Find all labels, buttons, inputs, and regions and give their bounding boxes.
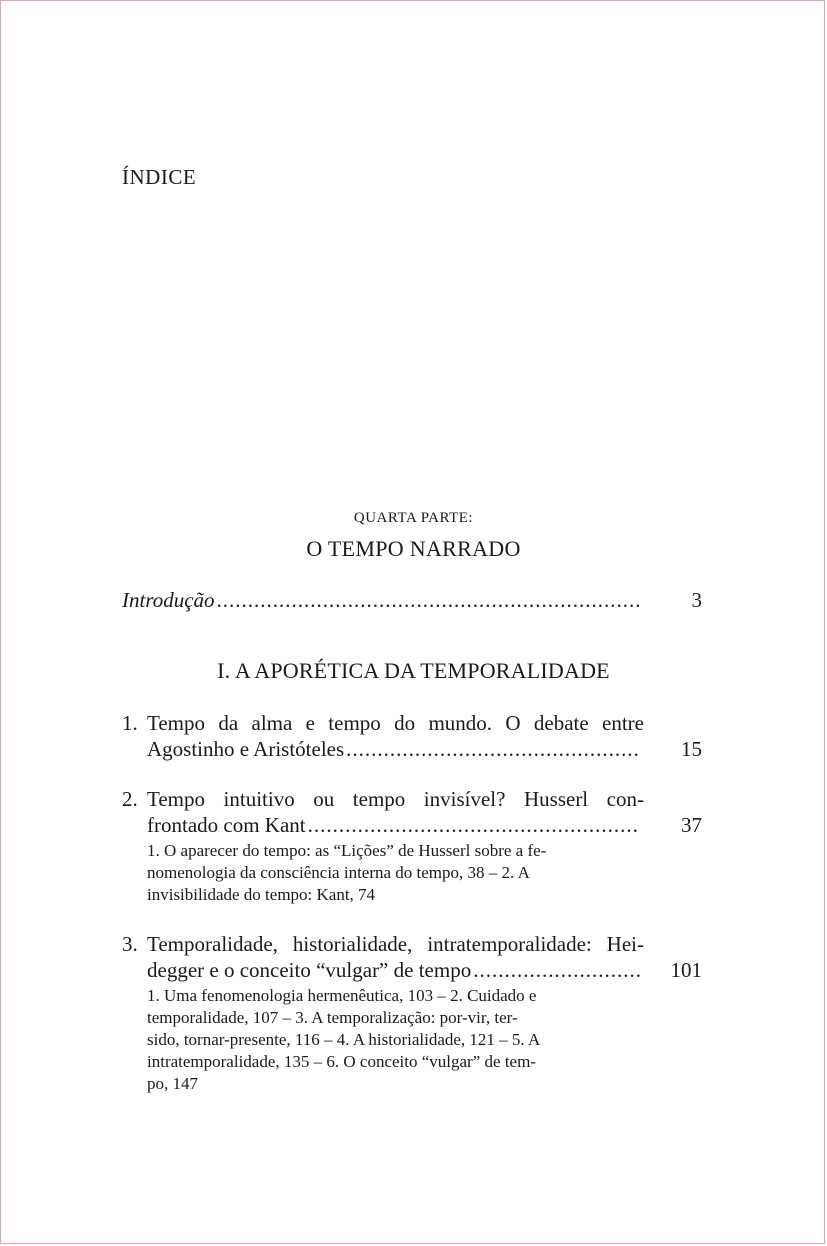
- dot-leader: [308, 812, 640, 838]
- entry-title-line-2: degger e o conceito “vulgar” de tempo: [147, 958, 472, 982]
- subsection-line: invisibilidade do tempo: Kant, 74: [147, 885, 376, 904]
- subsection-line: 1. O aparecer do tempo: as “Lições” de Husserl sobre a fe-: [147, 841, 547, 860]
- entry-number: 1.: [122, 711, 138, 735]
- toc-entry-introduction[interactable]: [122, 587, 702, 613]
- part-title: O TEMPO NARRADO: [306, 536, 521, 561]
- introduction-label: Introdução: [122, 588, 215, 612]
- subsection-line: intratemporalidade, 135 – 6. O conceito “vulgar” de tem-: [147, 1052, 536, 1071]
- toc-entry-2[interactable]: [122, 786, 702, 906]
- subsection-line: 1. Uma fenomenologia hermenêutica, 103 – 2. Cuidado e: [147, 986, 537, 1005]
- dot-leader: [473, 957, 640, 983]
- dot-leader: [346, 736, 640, 762]
- subsection-line: po, 147: [147, 1074, 198, 1093]
- entry-subsections: [147, 840, 644, 906]
- entry-page-number: 15: [681, 737, 702, 761]
- entry-title-line-1: Tempo da alma e tempo do mundo. O debate entre: [147, 711, 644, 735]
- subsection-line: nomenologia da consciência interna do tempo, 38 – 2. A: [147, 863, 530, 882]
- entry-title-line-1: Temporalidade, historialidade, intratemporalidade: Hei-: [147, 932, 644, 956]
- toc-entry-1[interactable]: [122, 710, 702, 762]
- entry-title-line-2: frontado com Kant: [147, 813, 306, 837]
- index-title: ÍNDICE: [122, 165, 197, 189]
- entry-title-line-1: Tempo intuitivo ou tempo invisível? Husserl con-: [147, 787, 644, 811]
- part-label: QUARTA PARTE:: [353, 510, 474, 526]
- entry-number: 3.: [122, 932, 138, 956]
- chapter-title: I. A APORÉTICA DA TEMPORALIDADE: [217, 658, 610, 683]
- entry-number: 2.: [122, 787, 138, 811]
- subsection-line: temporalidade, 107 – 3. A temporalização: por-vir, ter-: [147, 1008, 518, 1027]
- entry-page-number: 101: [670, 958, 702, 982]
- introduction-page-number: 3: [691, 588, 702, 612]
- toc-entry-3[interactable]: [122, 931, 702, 1095]
- entry-page-number: 37: [681, 813, 702, 837]
- entry-subsections: [147, 985, 644, 1095]
- subsection-line: sido, tornar-presente, 116 – 4. A historialidade, 121 – 5. A: [147, 1030, 541, 1049]
- dot-leader: [217, 587, 640, 613]
- entry-title-line-2: Agostinho e Aristóteles: [147, 737, 345, 761]
